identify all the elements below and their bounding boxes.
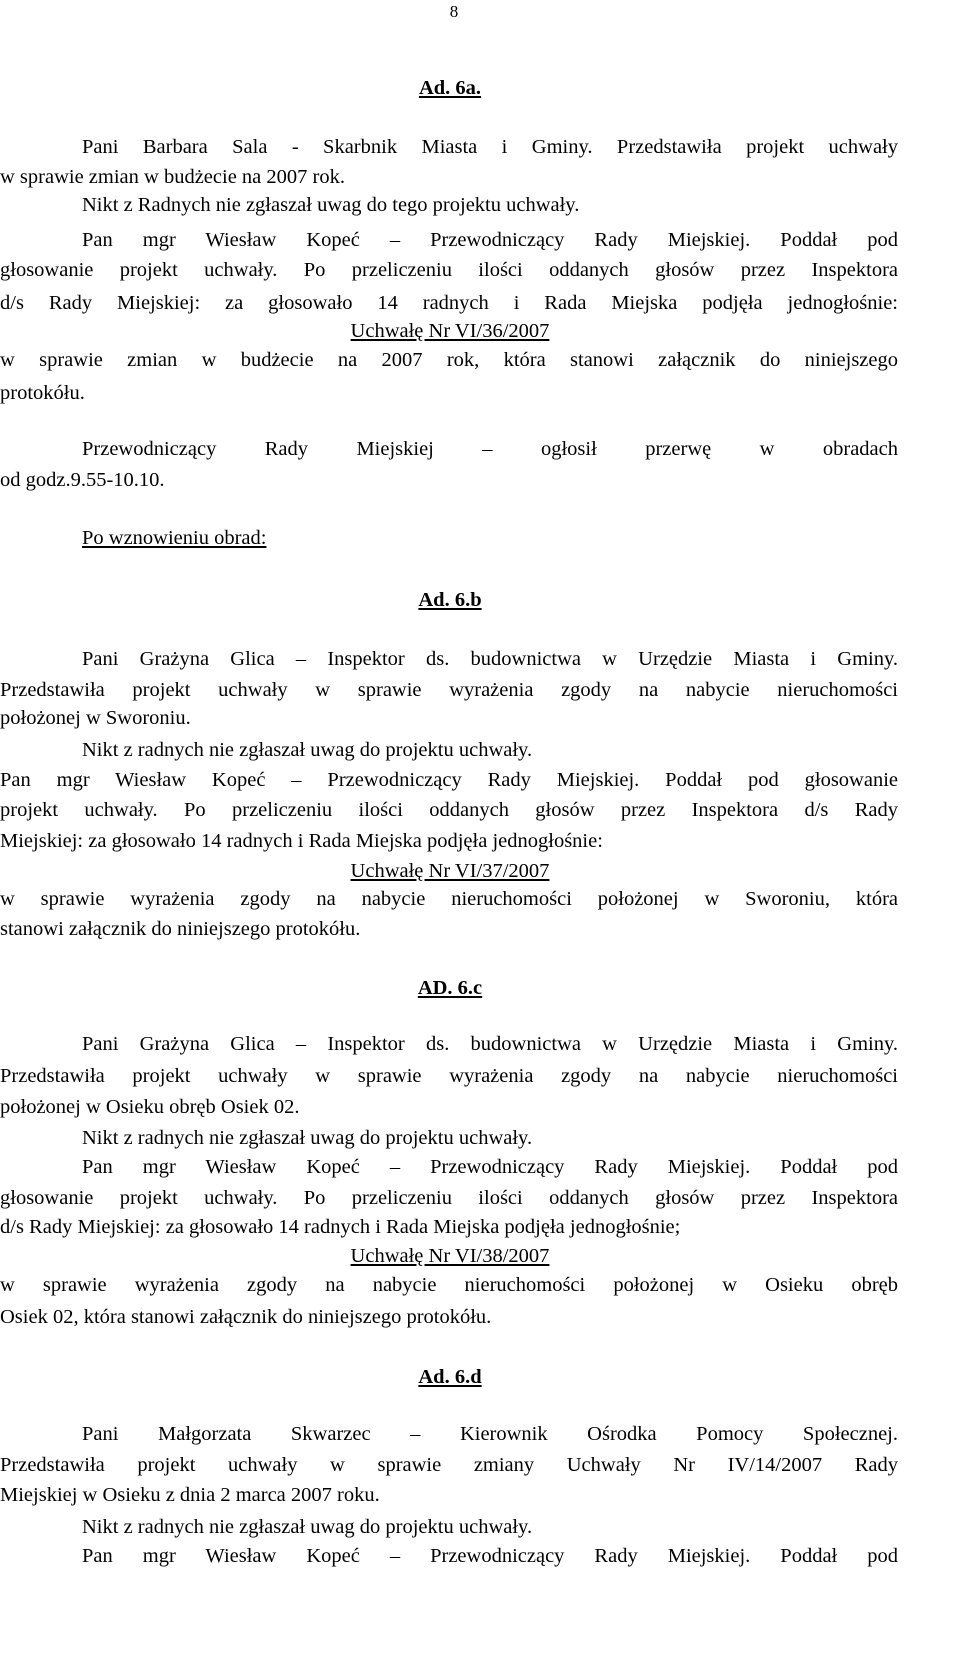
paragraph-line: Miejskiej w Osieku z dnia 2 marca 2007 roku.	[0, 1484, 380, 1506]
paragraph-line: Pan mgr Wiesław Kopeć – Przewodniczący Rady Miejskiej. Poddał pod	[82, 229, 898, 251]
resume-label: Po wznowieniu obrad:	[82, 527, 267, 549]
paragraph-line: położonej w Osieku obręb Osiek 02.	[0, 1096, 300, 1118]
paragraph-line: Pani Grażyna Glica – Inspektor ds. budownictwa w Urzędzie Miasta i Gminy.	[82, 648, 898, 670]
resolution-title: Uchwałę Nr VI/37/2007	[350, 860, 550, 882]
break-note-line: od godz.9.55-10.10.	[0, 469, 165, 491]
paragraph-line: d/s Rady Miejskiej: za głosowało 14 radnych i Rada Miejska podjęła jednogłośnie:	[0, 292, 898, 314]
paragraph-line: Pan mgr Wiesław Kopeć – Przewodniczący Rady Miejskiej. Poddał pod głosowanie	[0, 769, 898, 791]
paragraph-line: Przedstawiła projekt uchwały w sprawie zmiany Uchwały Nr IV/14/2007 Rady	[0, 1454, 898, 1476]
paragraph-line: Nikt z radnych nie zgłaszał uwag do projektu uchwały.	[82, 1516, 533, 1538]
resolution-title: Uchwałę Nr VI/36/2007	[350, 320, 550, 342]
paragraph-line: Pan mgr Wiesław Kopeć – Przewodniczący Rady Miejskiej. Poddał pod	[82, 1156, 898, 1178]
paragraph-line: Miejskiej: za głosowało 14 radnych i Rada Miejska podjęła jednogłośnie:	[0, 830, 603, 852]
paragraph-line: w sprawie zmian w budżecie na 2007 rok.	[0, 166, 345, 188]
paragraph-line: d/s Rady Miejskiej: za głosowało 14 radnych i Rada Miejska podjęła jednogłośnie;	[0, 1216, 681, 1238]
paragraph-line: Pani Grażyna Glica – Inspektor ds. budownictwa w Urzędzie Miasta i Gminy.	[82, 1033, 898, 1055]
page-number: 8	[449, 2, 459, 21]
paragraph-line: w sprawie wyrażenia zgody na nabycie nieruchomości położonej w Sworoniu, która	[0, 888, 898, 910]
break-note-line: Przewodniczący Rady Miejskiej – ogłosił przerwę w obradach	[82, 438, 898, 460]
paragraph-line: Nikt z Radnych nie zgłaszał uwag do tego projektu uchwały.	[82, 194, 580, 216]
paragraph-line: Nikt z radnych nie zgłaszał uwag do projektu uchwały.	[82, 739, 533, 761]
paragraph-line: Nikt z radnych nie zgłaszał uwag do projektu uchwały.	[82, 1127, 533, 1149]
paragraph-line: Przedstawiła projekt uchwały w sprawie wyrażenia zgody na nabycie nieruchomości	[0, 1065, 898, 1087]
paragraph-line: Pan mgr Wiesław Kopeć – Przewodniczący Rady Miejskiej. Poddał pod	[82, 1545, 898, 1567]
resolution-title: Uchwałę Nr VI/38/2007	[350, 1245, 550, 1267]
paragraph-line: stanowi załącznik do niniejszego protokółu.	[0, 918, 361, 940]
paragraph-line: w sprawie wyrażenia zgody na nabycie nieruchomości położonej w Osieku obręb	[0, 1274, 898, 1296]
paragraph-line: protokółu.	[0, 382, 85, 404]
paragraph-line: położonej w Sworoniu.	[0, 707, 191, 729]
paragraph-line: Pani Małgorzata Skwarzec – Kierownik Ośrodka Pomocy Społecznej.	[82, 1423, 898, 1445]
heading-ad-6d: Ad. 6.d	[418, 1366, 482, 1388]
paragraph-line: Przedstawiła projekt uchwały w sprawie wyrażenia zgody na nabycie nieruchomości	[0, 679, 898, 701]
paragraph-line: głosowanie projekt uchwały. Po przeliczeniu ilości oddanych głosów przez Inspektora	[0, 1187, 898, 1209]
paragraph-line: projekt uchwały. Po przeliczeniu ilości oddanych głosów przez Inspektora d/s Rady	[0, 799, 898, 821]
paragraph-line: Osiek 02, która stanowi załącznik do niniejszego protokółu.	[0, 1306, 492, 1328]
paragraph-line: w sprawie zmian w budżecie na 2007 rok, która stanowi załącznik do niniejszego	[0, 349, 898, 371]
paragraph-line: Pani Barbara Sala - Skarbnik Miasta i Gminy. Przedstawiła projekt uchwały	[82, 136, 898, 158]
paragraph-line: głosowanie projekt uchwały. Po przeliczeniu ilości oddanych głosów przez Inspektora	[0, 259, 898, 281]
heading-ad-6b: Ad. 6.b	[418, 589, 482, 611]
heading-ad-6a: Ad. 6a.	[418, 77, 482, 99]
heading-ad-6c: AD. 6.c	[417, 977, 483, 999]
